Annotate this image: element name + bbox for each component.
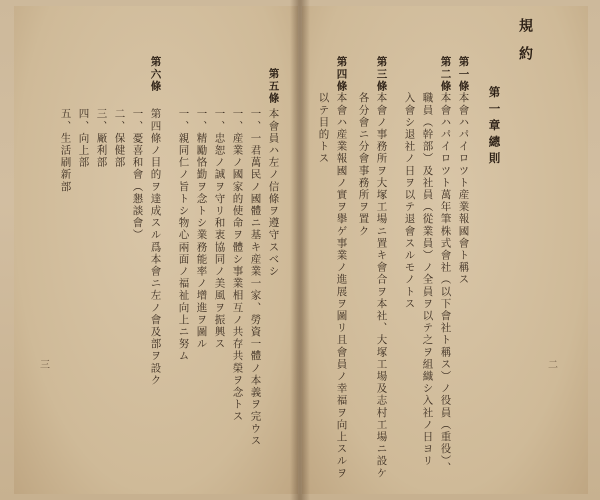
- creed-item-4: 一、精勵恪勤ヲ念トシ業務能率ノ增進ヲ圖ル: [195, 108, 208, 350]
- article-text-2: 本會ハパイロツト萬年筆株式會社（以下會社ト稱ス）ノ役員（重役）、: [439, 92, 452, 474]
- committee-item-1: 一、憂喜和會（懇談會）: [131, 108, 144, 242]
- article-text-2-cont: 職員（幹部）及社員（從業員）ノ全員ヲ以テ之ヲ組織シ入社ノ日ヨリ: [421, 92, 434, 468]
- article-label-5: 第五條: [267, 68, 280, 105]
- article-label-1: 第一條: [457, 56, 470, 93]
- article-text-6: 第四條ノ目的ヲ達成スル爲本會ニ左ノ會及部ヲ設ク: [149, 108, 162, 387]
- article-text-5: 本會員ハ左ノ信條ヲ遵守スベシ: [267, 108, 280, 278]
- creed-item-3: 一、忠恕ノ誠ヲ守リ和衷協同ノ美風ヲ振興ス: [213, 108, 226, 350]
- article-label-2: 第二條: [439, 56, 452, 93]
- creed-item-2: 一、産業ノ國家的使命ヲ體シ事業相互ノ共存共榮ヲ念トス: [231, 108, 244, 423]
- creed-item-1: 一、一君萬民ノ國體ニ基キ産業一家、勞資一體ノ本義ヲ完ウス: [249, 108, 262, 447]
- article-text-2-cont2: 入會シ退社ノ日ヲ以テ退會スルモノトス: [403, 92, 416, 310]
- committee-item-4: 四、向上部: [77, 108, 90, 169]
- committee-item-2: 二、保健部: [113, 108, 126, 169]
- article-text-4-cont: 以テ目的トス: [317, 92, 330, 165]
- chapter-heading: 第一章總則: [487, 86, 502, 169]
- article-label-6: 第六條: [149, 56, 162, 93]
- article-text-1: 本會ハパイロツト産業報國會ト稱ス: [457, 92, 470, 286]
- committee-item-5: 五、生活刷新部: [59, 108, 72, 193]
- article-label-3: 第三條: [375, 56, 388, 93]
- page-title: 規約: [517, 18, 533, 74]
- article-label-4: 第四條: [335, 56, 348, 93]
- article-text-3: 本會ノ事務所ヲ大塚工場ニ置キ會合ヲ本社、大塚工場及志村工場ニ設ケ: [375, 92, 388, 480]
- creed-item-5: 一、親同仁ノ旨トシ物心兩面ノ福祉向上ニ努ム: [177, 108, 190, 363]
- page-number-right: 二: [548, 360, 558, 371]
- article-text-4: 本會ハ産業報國ノ實ヲ擧ゲ事業ノ進展ヲ圖リ且會員ノ幸福ヲ向上スルヲ: [335, 92, 348, 480]
- committee-item-3: 三、厰利部: [95, 108, 108, 169]
- article-text-3-cont: 各分會ニ分會事務所ヲ置ク: [357, 92, 370, 238]
- page-number-left: 三: [40, 360, 50, 371]
- book-gutter: [290, 0, 310, 500]
